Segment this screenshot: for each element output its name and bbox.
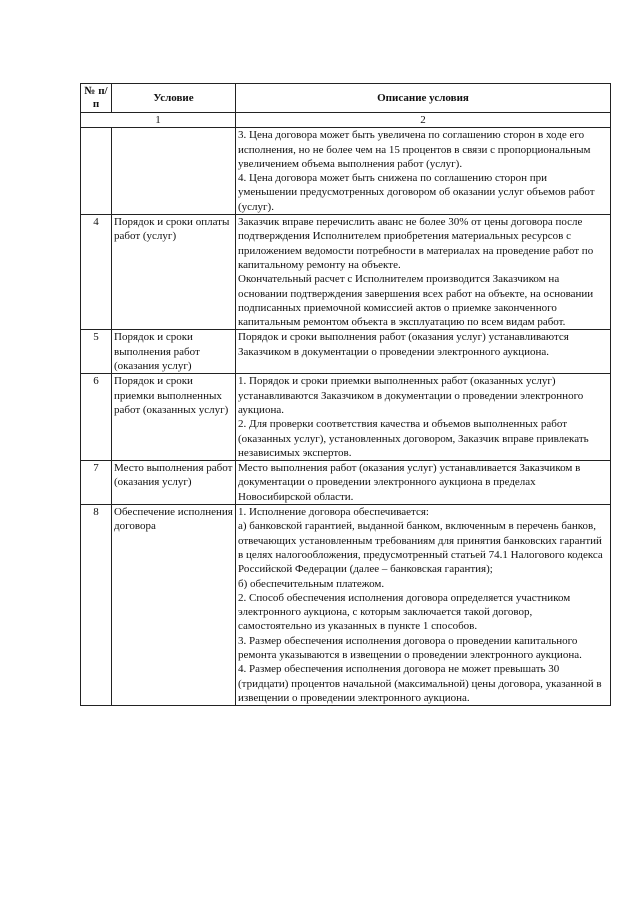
row-num: 4 [81, 215, 112, 330]
table-row [81, 461, 611, 505]
description-paragraph: Место выполнения работ (оказания услуг) устанавливается Заказчиком в документации о проведении электронного аукциона в пределах Новосибирской области. [238, 462, 581, 503]
row-num [81, 128, 112, 215]
row-description [236, 505, 611, 706]
row-condition: Порядок и сроки приемки выполненных работ (оказанных услуг) [112, 374, 236, 461]
description-paragraph: 1. Исполнение договора обеспечивается: [238, 506, 429, 519]
row-description [236, 215, 611, 330]
table-row [81, 505, 611, 706]
row-condition: Обеспечение исполнения договора [112, 505, 236, 706]
description-paragraph: Окончательный расчет с Исполнителем производится Заказчиком на основании подтверждения завершения всех работ на объекте, на основании подписанных приемочной комиссией актов о приемке законченного капитальным ремонтом объекта в эксплуатацию по всем видам работ. [238, 273, 594, 329]
description-paragraph: Порядок и сроки выполнения работ (оказания услуг) устанавливаются Заказчиком в документации о проведении электронного аукциона. [238, 331, 569, 358]
description-paragraph: 3. Цена договора может быть увеличена по соглашению сторон в ходе его исполнения, но не более чем на 15 процентов в связи с пропорциональным увеличением объема выполнения работ (услуг). [238, 129, 591, 170]
table-row [81, 128, 611, 215]
description-paragraph: Заказчик вправе перечислить аванс не более 30% от цены договора после подтверждения Исполнителем приобретения материальных ресурсов с приложением ведомости потребности в материалах на проведение работ по капитальному ремонту на объекте. [238, 216, 594, 271]
table-header-row [81, 84, 611, 113]
row-condition: Порядок и сроки выполнения работ (оказания услуг) [112, 330, 236, 374]
table-row [81, 330, 611, 374]
table-row [81, 374, 611, 461]
row-description [236, 461, 611, 505]
description-paragraph: 3. Размер обеспечения исполнения договора о проведении капитального ремонта указываются в извещении о проведении электронного аукциона. [238, 634, 582, 661]
header-description: Описание условия [236, 84, 611, 113]
column-index-1: 1 [81, 113, 236, 128]
row-description [236, 128, 611, 215]
description-paragraph: 4. Размер обеспечения исполнения договора не может превышать 30 (тридцати) процентов начальной (максимальной) цены договора, указанной в извещении о проведении электронного аукциона. [238, 663, 602, 704]
row-num: 8 [81, 505, 112, 706]
row-num: 7 [81, 461, 112, 505]
row-condition: Порядок и сроки оплаты работ (услуг) [112, 215, 236, 330]
description-paragraph: 2. Для проверки соответствия качества и объемов выполненных работ (оказанных услуг), установленных договором, Заказчик вправе привлекать независимых экспертов. [238, 418, 589, 459]
column-index-row [81, 113, 611, 128]
description-paragraph: 2. Способ обеспечения исполнения договора определяется участником электронного аукциона, с которым заключается такой договор, самостоятельно из указанных в пункте 1 способов. [238, 591, 571, 633]
row-num: 6 [81, 374, 112, 461]
description-paragraph: 4. Цена договора может быть снижена по соглашению сторон при уменьшении предусмотренных договором об оказании услуг объемов работ (услуг). [238, 172, 595, 213]
column-index-2: 2 [236, 113, 611, 128]
row-condition: Место выполнения работ (оказания услуг) [112, 461, 236, 505]
row-condition [112, 128, 236, 215]
header-condition: Условие [112, 84, 236, 113]
table-row [81, 215, 611, 330]
header-num: № п/п [81, 84, 112, 113]
row-num: 5 [81, 330, 112, 374]
description-paragraph: б) обеспечительным платежом. [238, 577, 385, 590]
description-paragraph: а) банковской гарантией, выданной банком, включенным в перечень банков, отвечающих установленным требованиям для принятия банковских гарантий в целях налогообложения, предусмотренный статьей 74.1 Налогового кодекса Российской Федерации (далее – банковская гарантия); [238, 520, 603, 576]
row-description [236, 330, 611, 374]
description-paragraph: 1. Порядок и сроки приемки выполненных работ (оказанных услуг) устанавливаются Заказчиком в документации о проведении электронного аукциона. [238, 375, 584, 416]
conditions-table [80, 83, 611, 706]
row-description [236, 374, 611, 461]
